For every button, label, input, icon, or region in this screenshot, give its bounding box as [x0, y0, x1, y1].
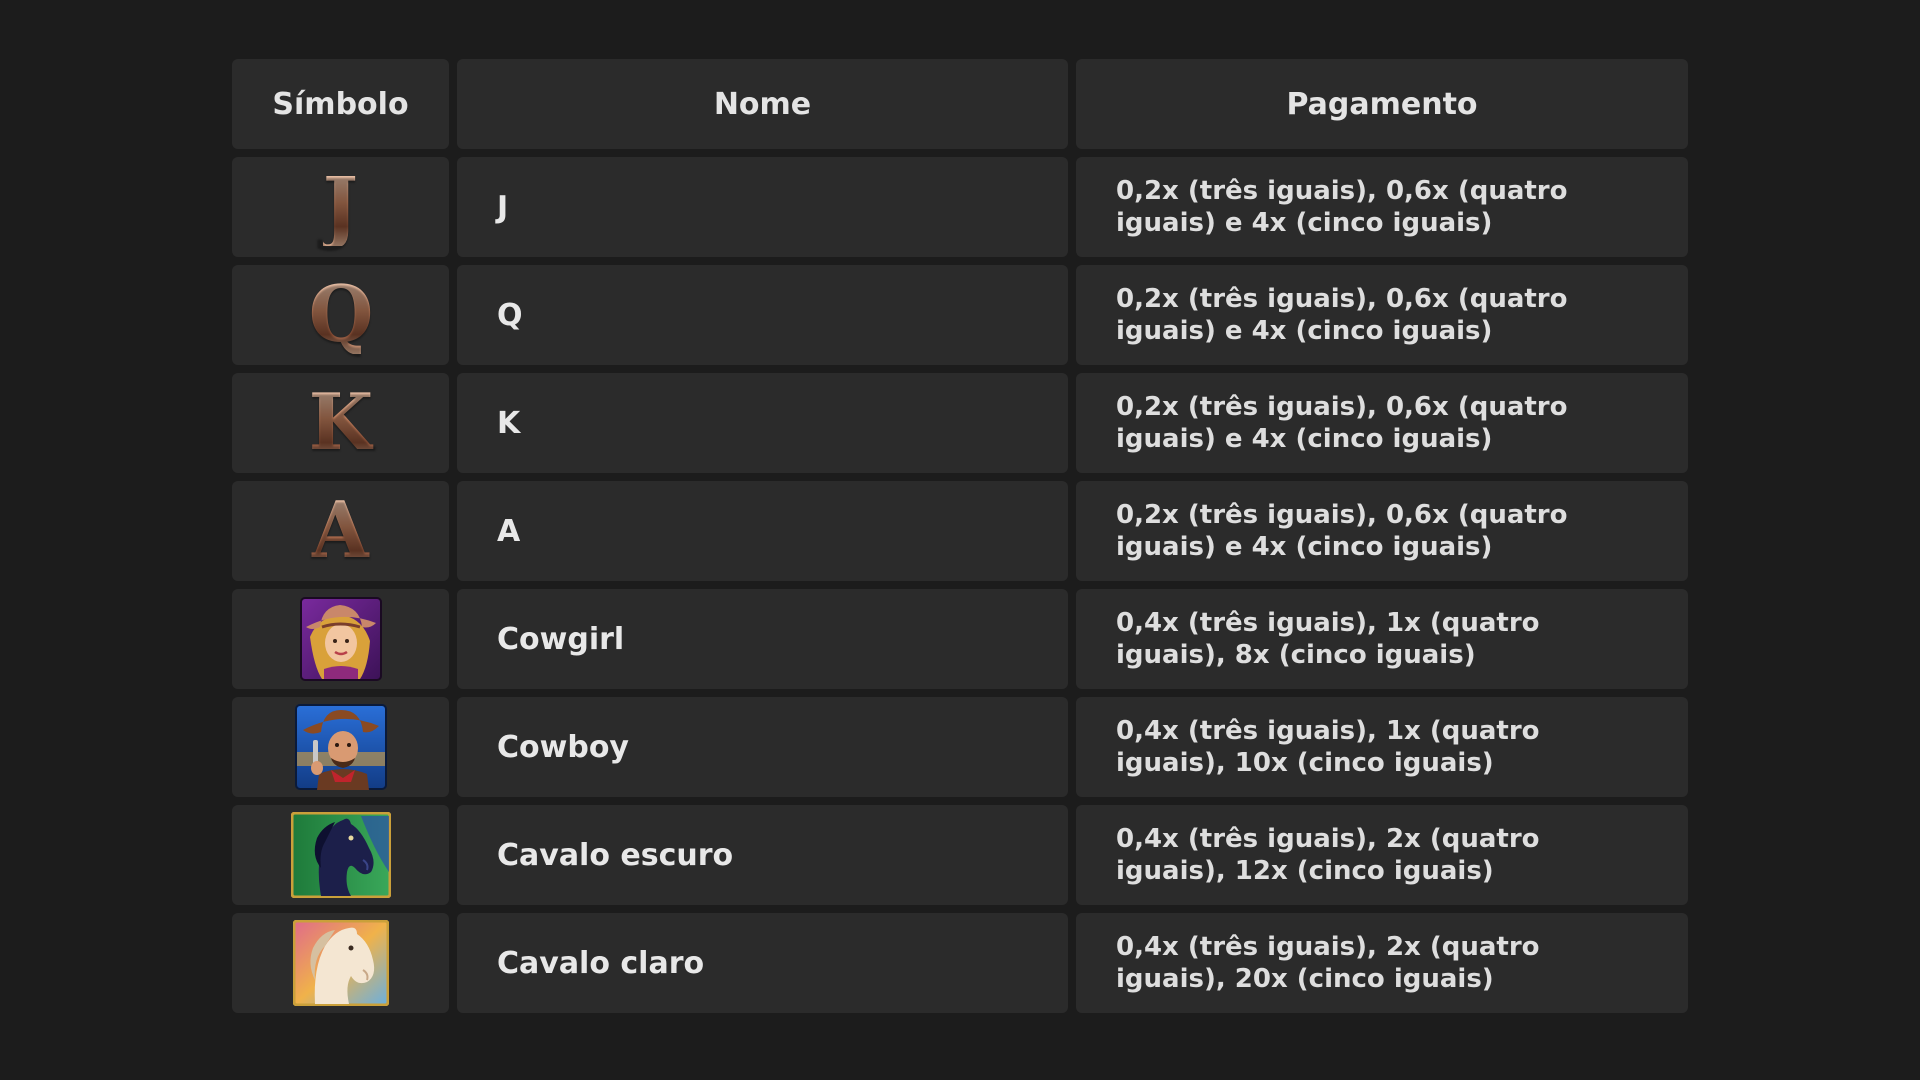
table-row	[232, 481, 1688, 581]
symbol-cell	[232, 805, 449, 905]
payment-text: 0,4x (três iguais), 1x (quatro iguais), 8x (cinco iguais)	[1116, 608, 1540, 670]
symbol-cell	[232, 697, 449, 797]
symbol-cell	[232, 265, 449, 365]
symbol-name: Cowboy	[497, 729, 629, 765]
symbol-cell	[232, 589, 449, 689]
symbol-name: A	[497, 513, 521, 549]
symbol-name: J	[497, 189, 509, 225]
symbol-cell	[232, 373, 449, 473]
header-name: Nome	[457, 59, 1068, 149]
payment-text: 0,4x (três iguais), 2x (quatro iguais), 20x (cinco iguais)	[1116, 932, 1540, 994]
paytable	[232, 59, 1688, 1021]
symbol-name: Cavalo claro	[497, 945, 705, 981]
header-payment: Pagamento	[1076, 59, 1688, 149]
symbol-name: Q	[497, 297, 523, 333]
letter-j-icon: J	[322, 161, 359, 252]
dark-horse-icon	[291, 812, 391, 898]
light-horse-icon	[293, 920, 389, 1006]
symbol-name: Cavalo escuro	[497, 837, 734, 873]
payment-cell	[1076, 805, 1688, 905]
payment-text: 0,4x (três iguais), 2x (quatro iguais), 12x (cinco iguais)	[1116, 824, 1540, 886]
table-row	[232, 697, 1688, 797]
payment-text: 0,4x (três iguais), 1x (quatro iguais), 10x (cinco iguais)	[1116, 716, 1540, 778]
payment-cell	[1076, 589, 1688, 689]
payment-text: 0,2x (três iguais), 0,6x (quatro iguais) e 4x (cinco iguais)	[1116, 500, 1568, 562]
payment-cell	[1076, 265, 1688, 365]
name-cell	[457, 589, 1068, 689]
symbol-cell	[232, 913, 449, 1013]
table-row	[232, 373, 1688, 473]
cowboy-icon	[295, 704, 387, 790]
payment-text: 0,2x (três iguais), 0,6x (quatro iguais) e 4x (cinco iguais)	[1116, 392, 1568, 454]
letter-k-icon: K	[308, 377, 373, 468]
table-row	[232, 589, 1688, 689]
table-row	[232, 805, 1688, 905]
header-symbol: Símbolo	[232, 59, 449, 149]
payment-cell	[1076, 481, 1688, 581]
payment-cell	[1076, 373, 1688, 473]
symbol-name: Cowgirl	[497, 621, 625, 657]
letter-a-icon: A	[311, 485, 370, 576]
symbol-name: K	[497, 405, 521, 441]
payment-text: 0,2x (três iguais), 0,6x (quatro iguais) e 4x (cinco iguais)	[1116, 176, 1568, 238]
payment-text: 0,2x (três iguais), 0,6x (quatro iguais) e 4x (cinco iguais)	[1116, 284, 1568, 346]
symbol-cell	[232, 481, 449, 581]
letter-q-icon: Q	[308, 269, 373, 360]
table-row	[232, 265, 1688, 365]
name-cell	[457, 481, 1068, 581]
name-cell	[457, 697, 1068, 797]
table-row	[232, 913, 1688, 1013]
name-cell	[457, 805, 1068, 905]
name-cell	[457, 157, 1068, 257]
payment-cell	[1076, 157, 1688, 257]
cowgirl-icon	[300, 597, 382, 681]
name-cell	[457, 913, 1068, 1013]
symbol-cell	[232, 157, 449, 257]
table-row	[232, 157, 1688, 257]
paytable-header-row	[232, 59, 1688, 149]
name-cell	[457, 373, 1068, 473]
payment-cell	[1076, 913, 1688, 1013]
name-cell	[457, 265, 1068, 365]
payment-cell	[1076, 697, 1688, 797]
